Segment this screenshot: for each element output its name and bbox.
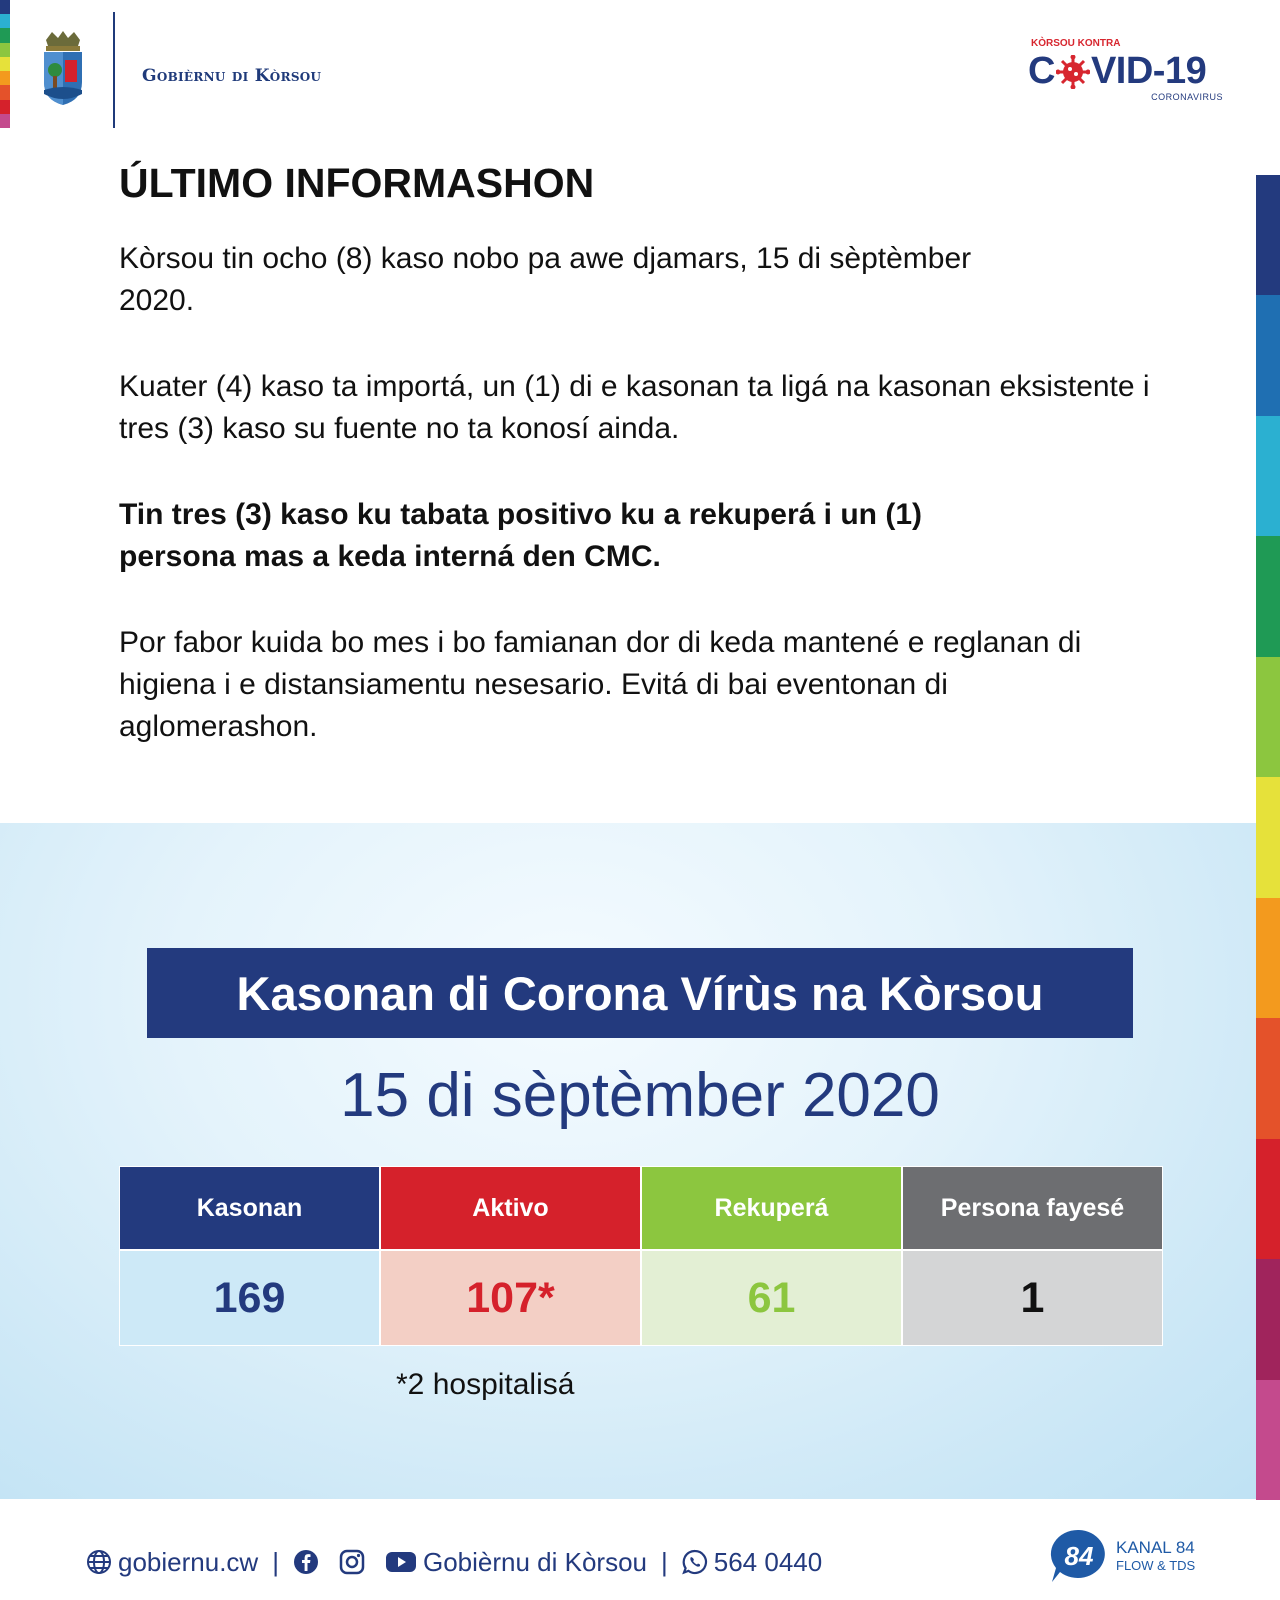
footer bbox=[86, 1540, 822, 1584]
kanal-number: 84 bbox=[1064, 1541, 1094, 1571]
stats-table bbox=[119, 1166, 1163, 1346]
advice-paragraph: Por fabor kuida bo mes i bo famianan dor di keda mantené e reglanan di higiena i e distansiamentu nesesario. Evitá di bai eventonan di aglomerashon. bbox=[119, 626, 1082, 743]
covid-logo bbox=[1028, 38, 1228, 108]
covid-logo-bottom-line: CORONAVIRUS bbox=[1151, 92, 1223, 102]
left-color-stripe bbox=[0, 0, 10, 128]
kanal-84-badge-icon bbox=[1048, 1528, 1110, 1584]
stat-header: Kasonan bbox=[120, 1167, 379, 1251]
stat-header: Aktivo bbox=[381, 1167, 640, 1251]
stat-column-deceased bbox=[903, 1167, 1162, 1345]
covid-logo-prefix: C bbox=[1028, 50, 1055, 92]
stat-value: 1 bbox=[903, 1251, 1162, 1345]
page-title: ÚLTIMO INFORMASHON bbox=[119, 160, 595, 206]
stat-column-recovered bbox=[642, 1167, 903, 1345]
case-origins-paragraph: Kuater (4) kaso ta importá, un (1) di e kasonan ta ligá na kasonan eksistente i tres (3) kaso su fuente no ta konosí ainda. bbox=[119, 370, 1150, 445]
youtube-icon[interactable] bbox=[385, 1549, 417, 1575]
website-link[interactable]: gobiernu.cw bbox=[118, 1546, 259, 1577]
coat-of-arms-icon bbox=[38, 30, 88, 106]
stat-column-active bbox=[381, 1167, 642, 1345]
stat-header: Rekuperá bbox=[642, 1167, 901, 1251]
hospitalized-footnote: *2 hospitalisá bbox=[396, 1368, 575, 1401]
stats-title: Kasonan di Corona Vírùs na Kòrsou bbox=[147, 948, 1133, 1038]
header-divider bbox=[113, 12, 115, 128]
stat-header: Persona fayesé bbox=[903, 1167, 1162, 1251]
stat-value: 169 bbox=[120, 1251, 379, 1345]
new-cases-paragraph: Kòrsou tin ocho (8) kaso nobo pa awe djamars, 15 di sèptèmber 2020. bbox=[119, 242, 972, 317]
social-account-name[interactable]: Gobièrnu di Kòrsou bbox=[422, 1546, 647, 1577]
stat-value: 107* bbox=[381, 1251, 640, 1345]
recovery-paragraph: Tin tres (3) kaso ku tabata positivo ku a rekuperá i un (1) persona mas a keda interná den CMC. bbox=[119, 498, 922, 573]
stats-date: 15 di sèptèmber 2020 bbox=[340, 1061, 940, 1130]
government-name: Gobièrnu di Kòrsou bbox=[142, 66, 322, 86]
covid-logo-main bbox=[1028, 50, 1206, 93]
facebook-icon[interactable] bbox=[293, 1549, 319, 1575]
stat-column-total-cases bbox=[120, 1167, 381, 1345]
phone-number[interactable]: 564 0440 bbox=[713, 1546, 823, 1577]
kanal-name: KANAL 84 bbox=[1116, 1538, 1195, 1557]
stats-panel bbox=[0, 823, 1256, 1499]
stat-value: 61 bbox=[642, 1251, 901, 1345]
covid-logo-suffix: VID-19 bbox=[1090, 50, 1207, 92]
whatsapp-icon bbox=[682, 1549, 708, 1575]
footer-separator: | bbox=[272, 1546, 279, 1577]
kanal-84-logo bbox=[1048, 1528, 1218, 1588]
instagram-icon[interactable] bbox=[339, 1549, 365, 1575]
globe-icon bbox=[86, 1549, 112, 1575]
virus-icon bbox=[1056, 55, 1090, 89]
right-color-stripe bbox=[1256, 175, 1280, 1500]
covid-logo-top-line: KÒRSOU KONTRA bbox=[1031, 38, 1121, 49]
kanal-subtitle: FLOW & TDS bbox=[1116, 1558, 1196, 1573]
footer-separator: | bbox=[661, 1546, 668, 1577]
